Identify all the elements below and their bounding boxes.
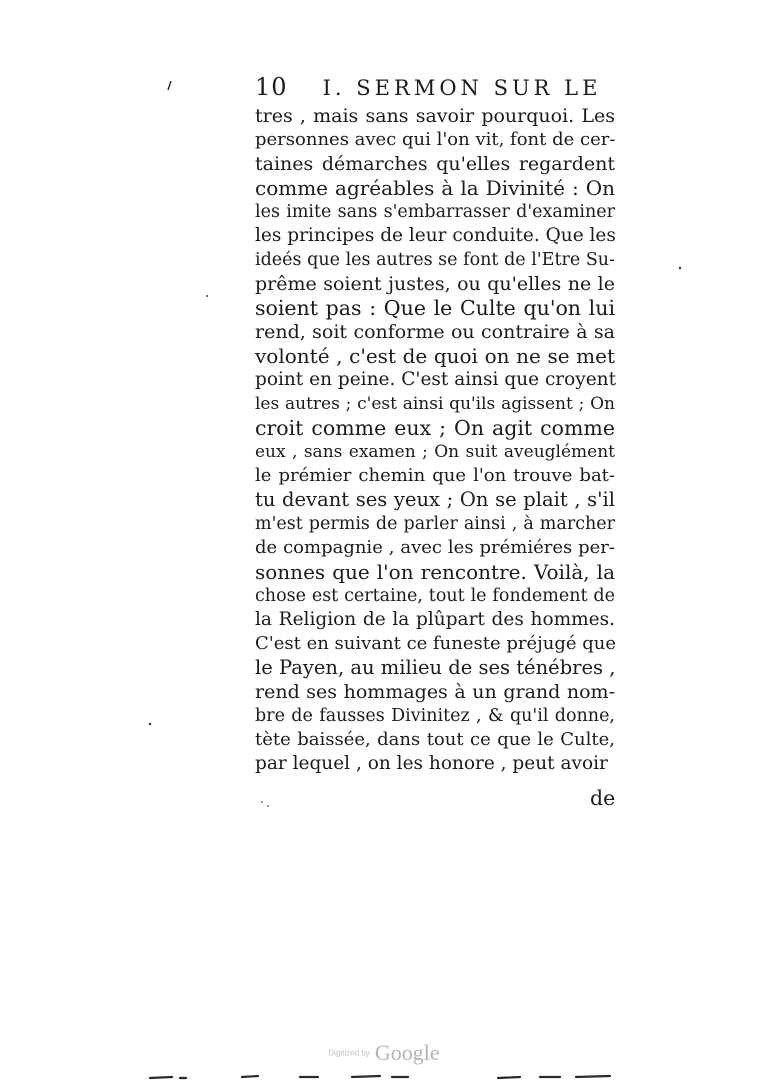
running-head: I. SERMON SUR LE <box>322 76 602 100</box>
text-line: les autres ; c'est ainsi qu'ils agissent ; On <box>255 394 615 414</box>
text-line: eux , sans examen ; On suit aveuglément <box>255 442 615 462</box>
text-line: tres , mais sans savoir pourquoi. Les <box>255 105 615 127</box>
text-line: prême soient justes, ou qu'elles ne le <box>255 273 615 295</box>
text-line: volonté , c'est de quoi on ne se met <box>255 344 615 368</box>
speck-mark <box>168 81 171 90</box>
text-line: tu devant ses yeux ; On se plait , s'il <box>255 488 615 511</box>
body-text <box>255 104 615 776</box>
page-header <box>255 72 615 102</box>
text-line: la Religion de la plûpart des hommes. <box>255 609 615 630</box>
text-line: m'est permis de parler ainsi , à marcher <box>255 514 615 534</box>
speck-mark <box>206 295 208 297</box>
text-line: taines démarches qu'elles regardent <box>255 153 615 175</box>
text-line: le prémier chemin que l'on trouve bat- <box>255 465 615 486</box>
text-line: comme agréables à la Divinité : On <box>255 176 615 200</box>
text-line: rend ses hommages à un grand nom- <box>255 681 615 703</box>
catchword: de <box>590 786 616 810</box>
text-line: C'est en suivant ce funeste préjugé que <box>255 633 616 654</box>
text-line: rend, soit conforme ou contraire à sa <box>255 321 615 343</box>
speck-mark <box>679 267 681 269</box>
page-number: 10 <box>255 73 288 101</box>
text-line: le Payen, au milieu de ses ténébres , <box>255 656 616 679</box>
text-line: de compagnie , avec les prémiéres per- <box>255 537 615 558</box>
text-line: personnes avec qui l'on vit, font de cer- <box>255 129 616 150</box>
google-watermark: Google <box>374 1040 440 1065</box>
text-line: bre de fausses Divinitez , & qu'il donne, <box>255 706 615 726</box>
text-line: croit comme eux ; On agit comme <box>255 416 615 440</box>
speck-mark <box>261 801 263 803</box>
text-line: point en peine. C'est ainsi que croyent <box>255 369 617 390</box>
speck-mark <box>149 723 151 725</box>
speck-mark <box>267 805 269 807</box>
text-line: par lequel , on les honore , peut avoir <box>255 753 608 774</box>
text-line: sonnes que l'on rencontre. Voilà, la <box>255 560 615 584</box>
digitization-footer <box>0 1040 768 1066</box>
text-line: ideés que les autres se font de l'Etre Su- <box>255 250 615 270</box>
digitized-by-label: Digitized by <box>328 1048 370 1058</box>
text-line: les principes de leur conduite. Que les <box>255 225 616 246</box>
text-line: chose est certaine, tout le fondement de <box>255 586 615 606</box>
text-line: soient pas : Que le Culte qu'on lui <box>255 296 615 320</box>
text-line: les imite sans s'embarrasser d'examiner <box>255 202 615 222</box>
bottom-edge-marks <box>150 1076 610 1078</box>
text-line: tète baissée, dans tout ce que le Culte, <box>255 729 615 750</box>
